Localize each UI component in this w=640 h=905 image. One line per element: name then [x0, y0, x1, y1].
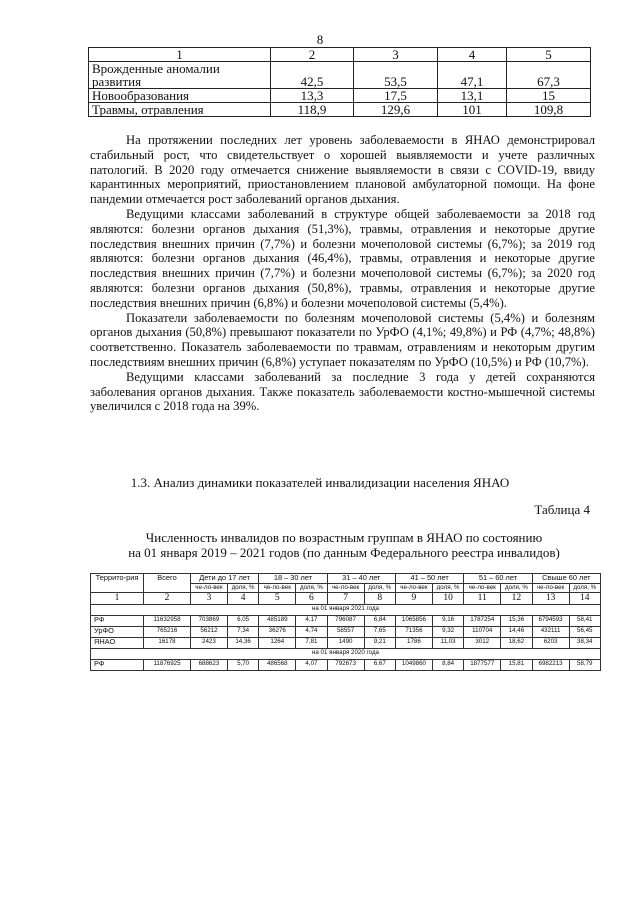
table-cell: 15: [506, 89, 590, 103]
table-cell: 53,5: [353, 62, 437, 89]
table-cell: 18,62: [501, 637, 532, 648]
header-cell: Свыше 60 лет: [532, 574, 600, 584]
table-title-line: Численность инвалидов по возрастным группам в ЯНАО по состоянию: [145, 530, 543, 545]
column-number: 11: [464, 592, 501, 604]
column-number: 7: [327, 592, 364, 604]
table-header-row: [91, 574, 601, 584]
column-number: 9: [395, 592, 432, 604]
table-row: [91, 626, 601, 637]
section-row: [91, 648, 601, 659]
header-cell: 18 – 30 лет: [259, 574, 327, 584]
column-number: 6: [296, 592, 327, 604]
column-number: 14: [569, 592, 600, 604]
table-cell: 7,34: [227, 626, 258, 637]
table-cell: 432111: [532, 626, 569, 637]
table-cell: 6,05: [227, 615, 258, 626]
table-cell: 42,5: [271, 62, 354, 89]
paragraph: Показатели заболеваемости по болезням мочеполовой системы (5,4%) и болезням органов дыхания (50,8%) превышают показатели по УрФО (4,1%; 49,8%) и РФ (4,7%; 48,8%) соответственно. Показатель заболеваемости по травмам, отравлениям и некоторым другим последствиям внешних причин (6,8%) уступает показателям по УрФО (10,5%) и РФ (10,7%).: [90, 310, 595, 369]
table-cell: 688623: [191, 659, 228, 670]
section-heading: 1.3. Анализ динамики показателей инвалидизации населения ЯНАО: [130, 475, 510, 490]
column-number: 4: [227, 592, 258, 604]
table-cell: 56212: [191, 626, 228, 637]
section-label: на 01 января 2021 года: [91, 604, 601, 615]
table-cell: 11632958: [144, 615, 191, 626]
table-cell: 71356: [395, 626, 432, 637]
header-cell: доля, %: [432, 583, 463, 592]
table-cell: 1877577: [464, 659, 501, 670]
header-cell: доля, %: [569, 583, 600, 592]
table-cell: 129,6: [353, 103, 437, 117]
table-cell: 58,79: [569, 659, 600, 670]
paragraph: Ведущими классами заболеваний в структуре общей заболеваемости за 2018 год являются: болезни органов дыхания (51,3%), травмы, отравления и некоторые другие последствия внешних причин (7,7%) и болезни мочеполовой системы (6,7%); за 2019 год являются: болезни органов дыхания (46,4%), травмы, отравления и некоторые другие последствия внешних причин (7,7%) и болезни мочеполовой системы (6,7%); за 2020 год являются: болезни органов дыхания (50,8%), травмы, отравления и некоторые другие последствия внешних причин (6,8%) и болезни мочеполовой системы (5,4%).: [90, 206, 595, 310]
table-cell: 6,67: [364, 659, 395, 670]
table-cell: 703869: [191, 615, 228, 626]
header-cell: че-ло-век: [532, 583, 569, 592]
row-label: Врожденные аномалии развития: [89, 62, 271, 89]
table-cell: 15,81: [501, 659, 532, 670]
table-cell: 118,9: [271, 103, 354, 117]
table-cell: 1786: [395, 637, 432, 648]
table-cell: 486568: [259, 659, 296, 670]
table-cell: 58,41: [569, 615, 600, 626]
table-cell: 796087: [327, 615, 364, 626]
row-label: Новообразования: [89, 89, 271, 103]
table-title: [90, 530, 598, 560]
table-cell: 38,34: [569, 637, 600, 648]
header-cell: 1: [89, 48, 271, 62]
table-cell: 2423: [191, 637, 228, 648]
header-cell: Дети до 17 лет: [191, 574, 259, 584]
table-cell: 9,21: [364, 637, 395, 648]
table-row: [89, 103, 591, 117]
table-cell: 485189: [259, 615, 296, 626]
table-header-row: [89, 48, 591, 62]
column-number: 12: [501, 592, 532, 604]
table-cell: 7,65: [364, 626, 395, 637]
table-cell: ЯНАО: [91, 637, 144, 648]
table-cell: 6,84: [364, 615, 395, 626]
table-cell: 9,32: [432, 626, 463, 637]
header-cell: че-ло-век: [327, 583, 364, 592]
paragraph: Ведущими классами заболеваний за последние 3 года у детей сохраняются заболевания органов дыхания. Также показатель заболеваемости костно-мышечной системы увеличился с 2018 года на 39%.: [90, 369, 595, 414]
header-cell: доля, %: [501, 583, 532, 592]
header-cell: 31 – 40 лет: [327, 574, 395, 584]
page-number: 8: [316, 32, 324, 47]
table-cell: 36276: [259, 626, 296, 637]
table-cell: 13,1: [437, 89, 506, 103]
column-number-row: [91, 592, 601, 604]
header-cell: доля, %: [227, 583, 258, 592]
table-cell: 17,5: [353, 89, 437, 103]
table-cell: 6203: [532, 637, 569, 648]
table-cell: 7,81: [296, 637, 327, 648]
table-cell: РФ: [91, 659, 144, 670]
table-cell: 1065856: [395, 615, 432, 626]
header-cell: Террито-рия: [91, 574, 144, 593]
header-cell: доля, %: [364, 583, 395, 592]
section-row: [91, 604, 601, 615]
table-cell: 13,3: [271, 89, 354, 103]
table-cell: 792673: [327, 659, 364, 670]
row-label: Травмы, отравления: [89, 103, 271, 117]
body-text: [90, 133, 595, 414]
table-cell: 6982213: [532, 659, 569, 670]
header-cell: 3: [353, 48, 437, 62]
table-cell: 4,07: [296, 659, 327, 670]
header-cell: Всего: [144, 574, 191, 593]
table-cell: 47,1: [437, 62, 506, 89]
paragraph: На протяжении последних лет уровень заболеваемости в ЯНАО демонстрировал стабильный рост, что свидетельствует о хорошей выявляемости и учете различных патологий. В 2020 году отмечается снижение выявляемости в связи с COVID-19, ввиду карантинных мероприятий, приостановлением плановой амбулаторной помощи. На фоне пандемии отмечается рост заболеваний органов дыхания.: [90, 133, 595, 207]
table-cell: 11876925: [144, 659, 191, 670]
header-cell: че-ло-век: [395, 583, 432, 592]
table-cell: 109,8: [506, 103, 590, 117]
table-cell: 1787254: [464, 615, 501, 626]
morbidity-table: [88, 47, 591, 117]
table-cell: 6794593: [532, 615, 569, 626]
header-cell: 2: [271, 48, 354, 62]
table-cell: 56,45: [569, 626, 600, 637]
column-number: 1: [91, 592, 144, 604]
header-cell: доля, %: [296, 583, 327, 592]
table-cell: 11,03: [432, 637, 463, 648]
table-cell: УрФО: [91, 626, 144, 637]
table-row: [89, 89, 591, 103]
column-number: 5: [259, 592, 296, 604]
column-number: 10: [432, 592, 463, 604]
table-cell: 101: [437, 103, 506, 117]
table-cell: 8,84: [432, 659, 463, 670]
table-row: [91, 637, 601, 648]
table-cell: 1264: [259, 637, 296, 648]
table-cell: 110704: [464, 626, 501, 637]
header-cell: 5: [506, 48, 590, 62]
table-cell: 1490: [327, 637, 364, 648]
table-cell: 67,3: [506, 62, 590, 89]
column-number: 2: [144, 592, 191, 604]
header-cell: 4: [437, 48, 506, 62]
table-row: [89, 62, 591, 89]
table-cell: 4,17: [296, 615, 327, 626]
table-label: Таблица 4: [534, 502, 590, 517]
section-label: на 01 января 2020 года: [91, 648, 601, 659]
disability-table: [90, 573, 601, 671]
header-cell: че-ло-век: [191, 583, 228, 592]
header-cell: 41 – 50 лет: [395, 574, 463, 584]
table-cell: 4,74: [296, 626, 327, 637]
table-cell: 3012: [464, 637, 501, 648]
header-cell: че-ло-век: [464, 583, 501, 592]
header-cell: че-ло-век: [259, 583, 296, 592]
table-cell: РФ: [91, 615, 144, 626]
table-cell: 9,16: [432, 615, 463, 626]
header-cell: 51 – 60 лет: [464, 574, 532, 584]
table-row: [91, 615, 601, 626]
table-cell: 15,36: [501, 615, 532, 626]
table-title-line: на 01 января 2019 – 2021 годов (по данным Федерального реестра инвалидов): [128, 545, 560, 560]
table-row: [91, 659, 601, 670]
column-number: 8: [364, 592, 395, 604]
table-cell: 765216: [144, 626, 191, 637]
table-cell: 16178: [144, 637, 191, 648]
table-cell: 5,70: [227, 659, 258, 670]
column-number: 3: [191, 592, 228, 604]
table-cell: 14,46: [501, 626, 532, 637]
table-cell: 1049860: [395, 659, 432, 670]
column-number: 13: [532, 592, 569, 604]
table-cell: 14,36: [227, 637, 258, 648]
table-cell: 58557: [327, 626, 364, 637]
